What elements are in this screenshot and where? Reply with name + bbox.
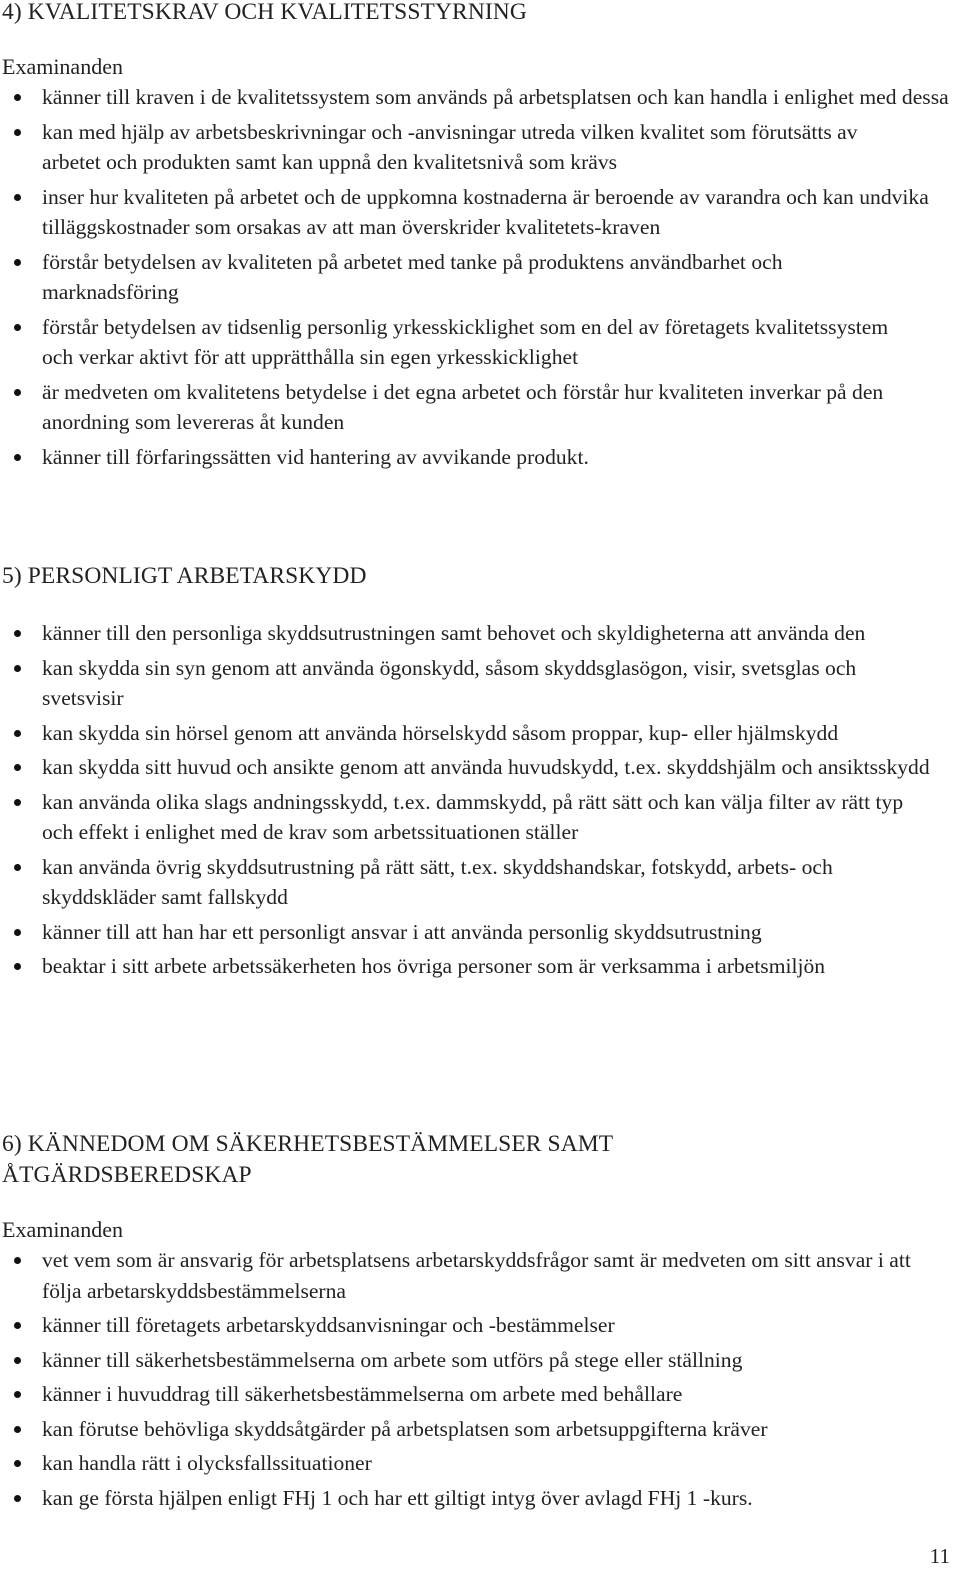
section-heading: 4) KVALITETSKRAV OCH KVALITETSSTYRNING [2, 0, 527, 25]
list-item: kan ge första hjälpen enligt FHj 1 och har ett giltigt intyg över avlagd FHj 1 -kurs. [0, 1483, 960, 1514]
list-item: känner till att han har ett personligt ansvar i att använda personlig skyddsutrustning [0, 917, 960, 948]
list-item: är medveten om kvalitetens betydelse i det egna arbetet och förstår hur kvaliteten inverkar på den anordning som levereras åt kunden [0, 377, 938, 438]
section-personal-protection [0, 561, 960, 986]
list-item: kan använda olika slags andningsskydd, t.ex. dammskydd, på rätt sätt och kan välja filter av rätt typ och effekt i enlighet med de krav som arbetssituationen ställer [0, 787, 928, 848]
section-safety-regulations [0, 1129, 960, 1517]
section-heading: 5) PERSONLIGT ARBETARSKYDD [2, 563, 367, 589]
section-heading: 6) KÄNNEDOM OM SÄKERHETSBESTÄMMELSER SAMT ÅTGÄRDSBEREDSKAP [2, 1131, 613, 1188]
list-item: känner i huvuddrag till säkerhetsbestämmelserna om arbete med behållare [0, 1379, 960, 1410]
list-item: kan skydda sin hörsel genom att använda hörselskydd såsom proppar, kup- eller hjälmskydd [0, 718, 908, 749]
list-item: beaktar i sitt arbete arbetssäkerheten hos övriga personer som är verksamma i arbetsmiljön [0, 951, 898, 982]
list-item: kan skydda sitt huvud och ansikte genom att använda huvudskydd, t.ex. skyddshjälm och ansiktsskydd [0, 752, 948, 783]
list-item: kan handla rätt i olycksfallssituationer [0, 1448, 960, 1479]
list-item: känner till kraven i de kvalitetssystem som används på arbetsplatsen och kan handla i enlighet med dessa [0, 82, 960, 113]
list-item: kan använda övrig skyddsutrustning på rätt sätt, t.ex. skyddshandskar, fotskydd, arbets- och skyddskläder samt fallskydd [0, 852, 908, 913]
list-item: kan skydda sin syn genom att använda ögonskydd, såsom skyddsglasögon, visir, svetsglas och svetsvisir [0, 653, 908, 714]
section-quality [0, 0, 960, 476]
requirement-list [0, 1245, 960, 1513]
list-item: känner till företagets arbetarskyddsanvisningar och -bestämmelser [0, 1310, 960, 1341]
list-item: kan förutse behövliga skyddsåtgärder på arbetsplatsen som arbetsuppgifterna kräver [0, 1414, 960, 1445]
list-item: känner till säkerhetsbestämmelserna om arbete som utförs på stege eller ställning [0, 1345, 960, 1376]
requirement-list [0, 618, 960, 982]
list-item: inser hur kvaliteten på arbetet och de uppkomna kostnaderna är beroende av varandra och kan undvika tilläggskostnader som orsakas av att man överskrider kvalitetets-kraven [0, 182, 960, 243]
list-item: förstår betydelsen av tidsenlig personlig yrkesskicklighet som en del av företagets kvalitetssystem och verkar aktivt för att upprätthålla sin egen yrkesskicklighet [0, 312, 928, 373]
list-item: känner till den personliga skyddsutrustningen samt behovet och skyldigheterna att använda den [0, 618, 928, 649]
list-item: känner till förfaringssätten vid hantering av avvikande produkt. [0, 442, 960, 473]
requirement-list [0, 82, 960, 472]
page-number: 11 [929, 1544, 950, 1568]
section-subheading: Examinanden [2, 1217, 123, 1242]
list-item: kan med hjälp av arbetsbeskrivningar och -anvisningar utreda vilken kvalitet som förutsätts av arbetet och produkten samt kan uppnå den kvalitetsnivå som krävs [0, 117, 918, 178]
list-item: vet vem som är ansvarig för arbetsplatsens arbetarskyddsfrågor samt är medveten om sitt ansvar i att följa arbetarskyddsbestämmelserna [0, 1245, 960, 1306]
section-subheading: Examinanden [2, 54, 123, 79]
list-item: förstår betydelsen av kvaliteten på arbetet med tanke på produktens användbarhet och marknadsföring [0, 247, 928, 308]
